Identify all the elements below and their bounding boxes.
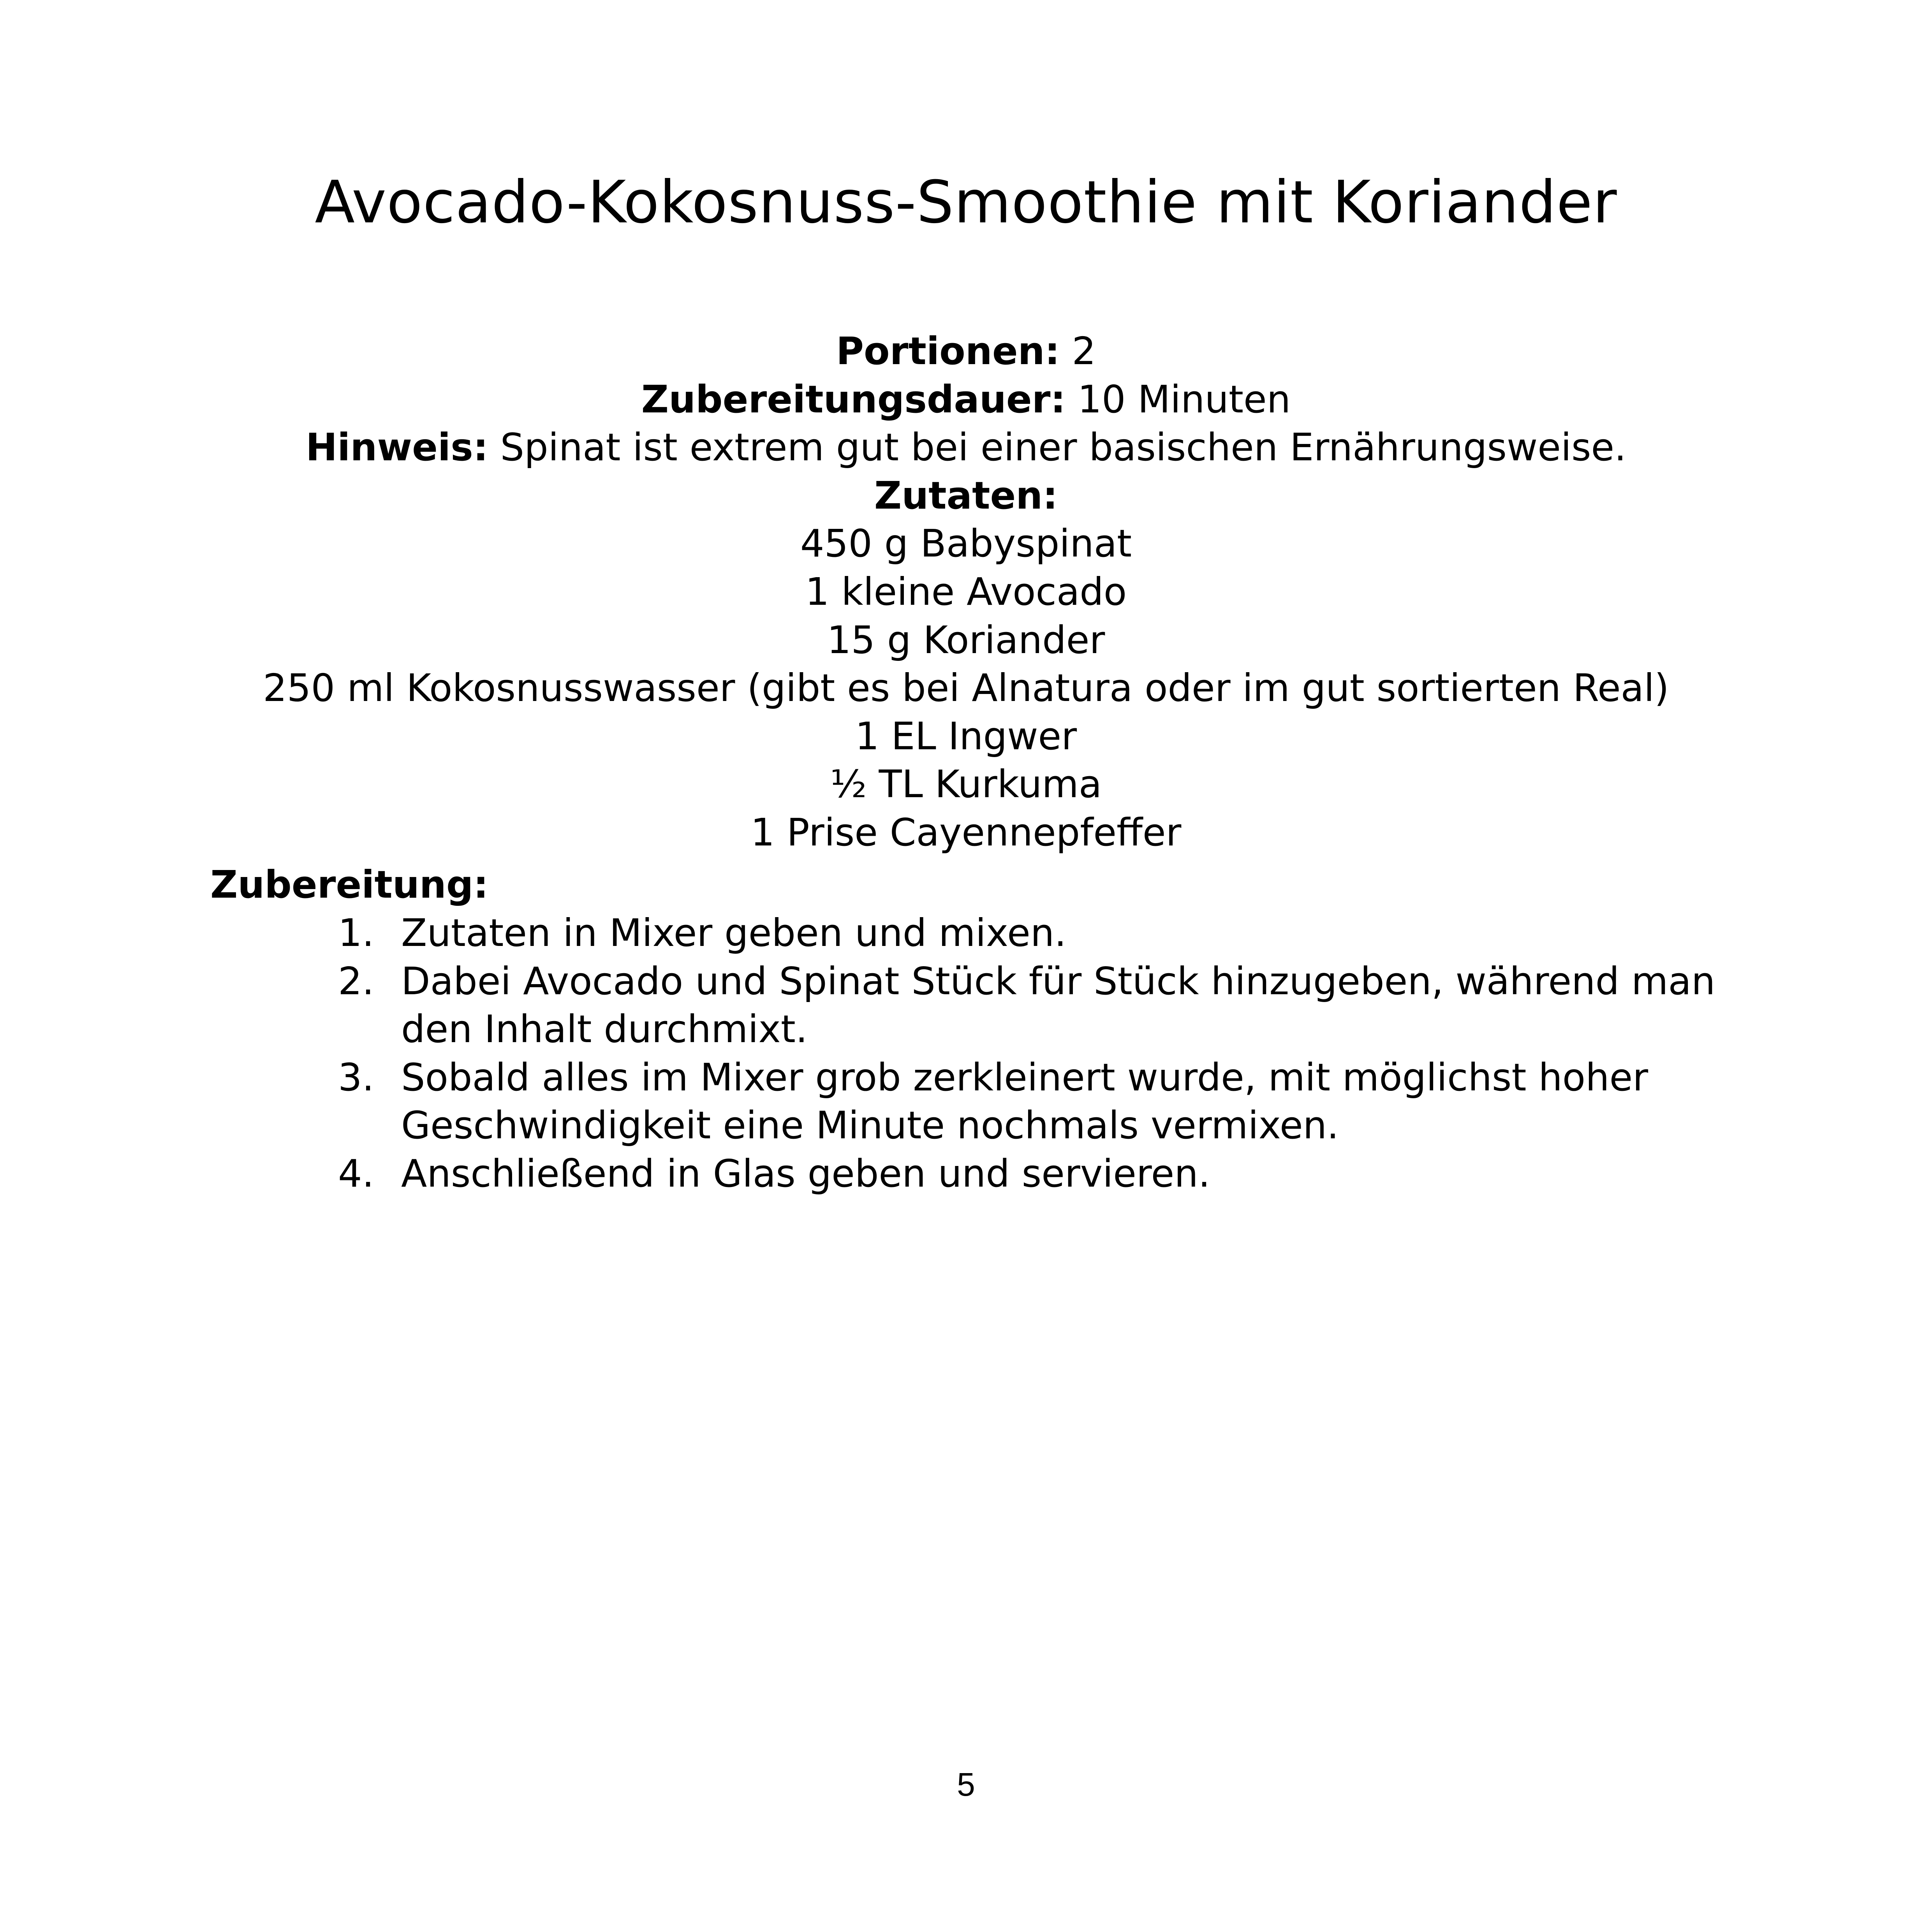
portions-value: 2 (1060, 329, 1096, 373)
note-label: Hinweis: (306, 425, 488, 470)
step-item (0, 1053, 1733, 1150)
step-text: Zutaten in Mixer geben und mixen. (401, 911, 1067, 955)
duration-label: Zubereitungsdauer: (641, 377, 1066, 421)
recipe-info (0, 327, 1932, 857)
step-number: 3. (338, 1055, 374, 1099)
preparation-steps (0, 909, 1733, 1198)
ingredient-item: 450 g Babyspinat (800, 521, 1132, 566)
step-item (0, 1150, 1733, 1198)
ingredients-heading: Zutaten: (874, 473, 1058, 518)
note-line (0, 423, 1932, 472)
ingredient-item: 15 g Koriander (827, 618, 1105, 662)
step-text: Dabei Avocado und Spinat Stück für Stück hinzugeben, während man den Inhalt durchmixt. (401, 959, 1715, 1051)
duration-line (0, 375, 1932, 424)
step-number: 1. (338, 911, 374, 955)
step-text: Sobald alles im Mixer grob zerkleinert wurde, mit möglichst hoher Geschwindigkeit eine Minute nochmals vermixen. (401, 1055, 1648, 1148)
step-text: Anschließend in Glas geben und servieren. (401, 1151, 1210, 1196)
portions-line (0, 327, 1932, 375)
preparation-heading: Zubereitung: (210, 863, 489, 907)
ingredient-item: ½ TL Kurkuma (830, 762, 1102, 807)
ingredient-item: 250 ml Kokosnusswasser (gibt es bei Alnatura oder im gut sortierten Real) (263, 666, 1669, 710)
page-number: 5 (957, 1766, 975, 1803)
duration-value: 10 Minuten (1066, 377, 1291, 421)
ingredient-item: 1 EL Ingwer (855, 714, 1077, 758)
step-number: 2. (338, 959, 374, 1003)
portions-label: Portionen: (836, 329, 1060, 373)
step-item (0, 957, 1733, 1053)
page-title: Avocado-Kokosnuss-Smoothie mit Koriander (315, 169, 1617, 236)
ingredient-item: 1 Prise Cayennepfeffer (750, 810, 1182, 854)
ingredient-item: 1 kleine Avocado (805, 569, 1127, 614)
step-item (0, 909, 1733, 957)
step-number: 4. (338, 1151, 374, 1196)
note-value: Spinat ist extrem gut bei einer basischen Ernährungsweise. (488, 425, 1626, 470)
